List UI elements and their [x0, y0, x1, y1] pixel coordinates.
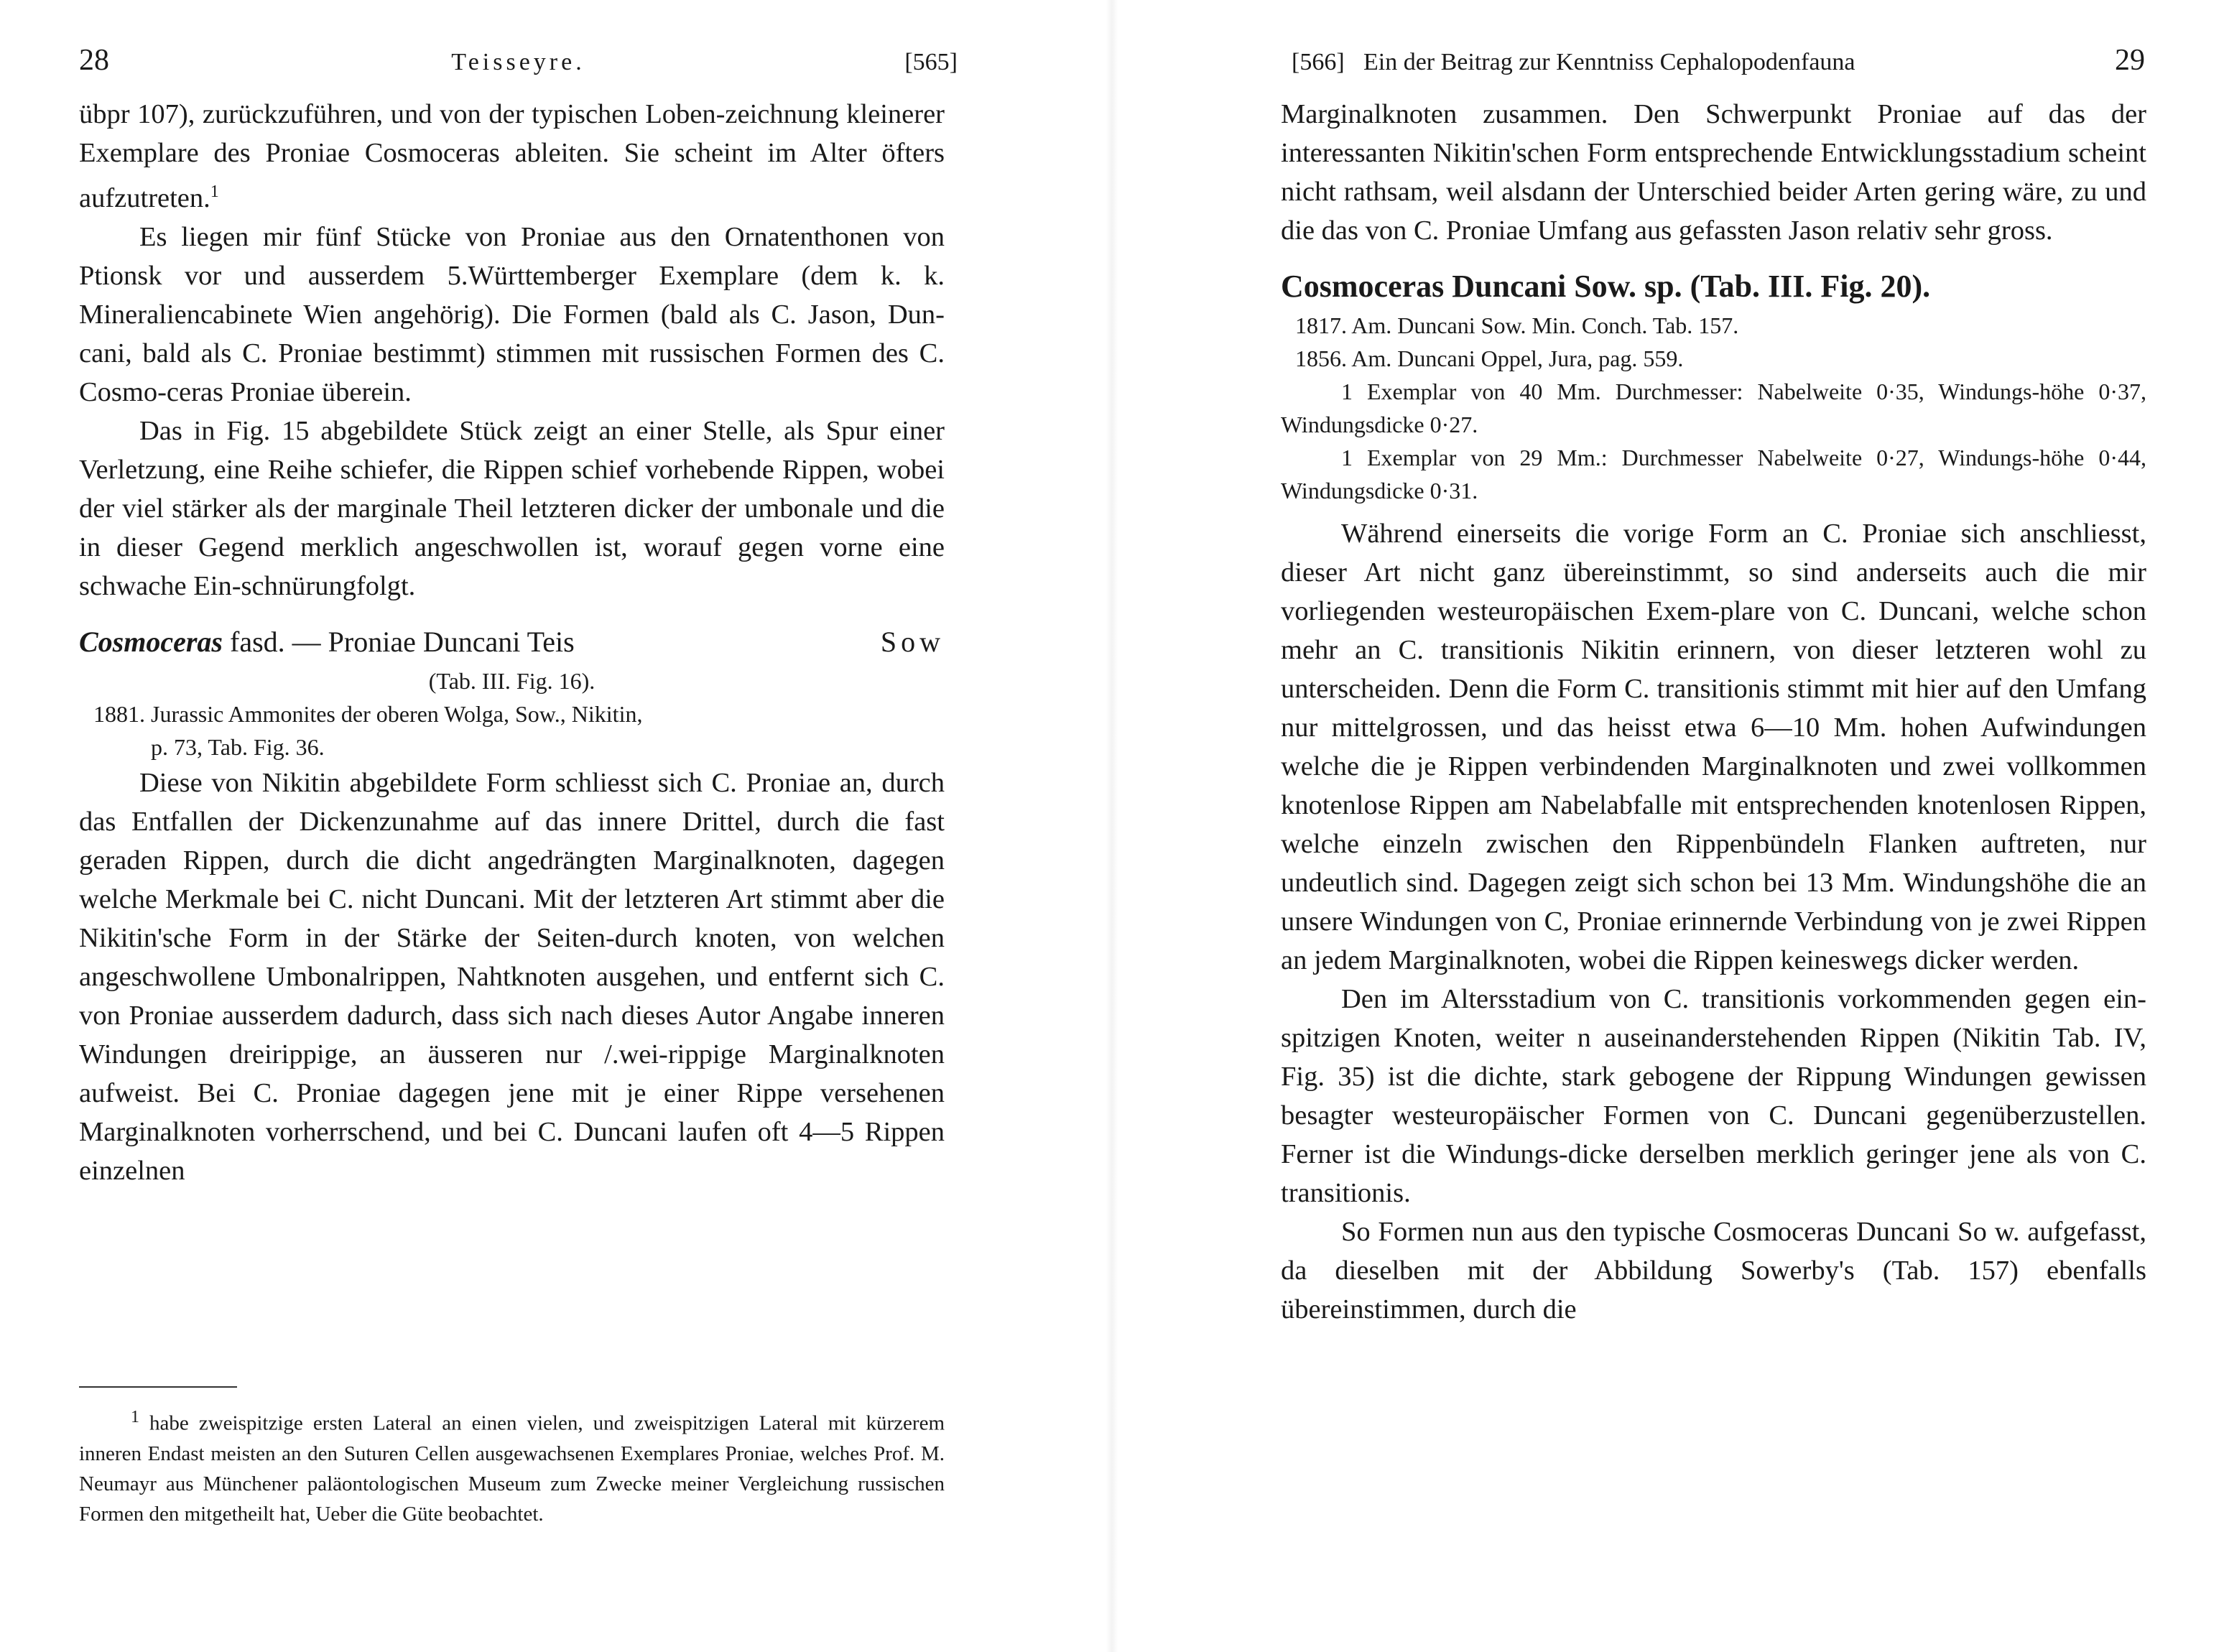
- species-heading: Cosmoceras Duncani Sow. sp. (Tab. III. Fig. 20).: [1281, 269, 1931, 304]
- measurement-entry: 1 Exemplar von 29 Mm.: Durchmesser Nabelweite 0·27, Windungs-höhe 0·44, Windungsdicke 0·31.: [1281, 445, 2146, 504]
- synonymy-entry: 1817. Am. Duncani Sow. Min. Conch. Tab. 157.: [1295, 312, 1739, 338]
- footnote-text: habe zweispitzige ersten Lateral an einen vielen, und zweispitzigen Lateral mit kürzerem inneren Endast meisten an den Suturen Cellen ausgewachsenen Exemplares Proniae, welches Prof. M. Neumayr aus Münchener paläontologischen Museum zum Zwecke meiner Vergleichung russischen Formen den mitgetheilt hat, Ueber die Güte beobachtet.: [79, 1411, 945, 1526]
- bracket-page-number: [566]: [1292, 49, 1345, 75]
- measurement-entry: 1 Exemplar von 40 Mm. Durchmesser: Nabelweite 0·35, Windungs-höhe 0·37, Windungsdicke 0·27.: [1281, 379, 2146, 437]
- right-page: [1112, 0, 2224, 1652]
- running-title: Teisseyre.: [451, 49, 585, 75]
- running-title: Ein der Beitrag zur Kenntniss Cephalopodenfauna: [1363, 49, 1855, 75]
- paragraph: Marginalknoten zusammen. Den Schwerpunkt Proniae auf das der interessanten Nikitin'schen Form entsprechende Entwicklungsstadium scheint nicht rathsam, weil alsdann der Unterschied beider Arten gering wäre, zu und die das von C. Proniae Umfang aus gefassten Jason relativ sehr gross.: [1281, 99, 2146, 246]
- footnote-marker: 1: [210, 182, 219, 201]
- paragraph: Den im Altersstadium von C. transitionis vorkommenden gegen ein-spitzigen Knoten, weiter n auseinanderstehenden Rippen (Nikitin Tab. IV, Fig. 35) ist die dichte, stark gebogene der Rippung Windungen gewissen besagter westeuropäischer Formen von C. Duncani gegenüberzustellen. Ferner ist die Windungs-dicke derselben merklich geringer jene als von C. transitionis.: [1281, 984, 2146, 1208]
- footnote-number: 1: [131, 1408, 139, 1426]
- paragraph: Diese von Nikitin abgebildete Form schliesst sich C. Proniae an, durch das Entfallen der Dickenzunahme auf das innere Drittel, durch die fast geraden Rippen, durch die dicht angedrängten Marginalknoten, dagegen welche Merkmale bei C. nicht Duncani. Mit der letzteren Art stimmt aber die Nikitin'sche Form in der Stärke der Seiten-durch knoten, von welchen angeschwollene Umbonalrippen, Nahtknoten ausgehen, und entfernt sich C. von Proniae ausserdem dadurch, dass sich nach dieses Autor Angabe inneren Windungen dreirippige, an äusseren nur /.wei-rippige Marginalknoten aufweist. Bei C. Proniae dagegen jene mit je einer Rippe versehenen Marginalknoten vorherrschend, und bei C. Duncani laufen oft 4—5 Rippen einzelnen: [79, 767, 945, 1186]
- page-header: [79, 43, 958, 86]
- species-name: fasd. — Proniae Duncani Teis: [230, 625, 575, 658]
- page-number: 29: [2115, 44, 2145, 77]
- bracket-page-number: [565]: [904, 49, 958, 75]
- paragraph: Während einerseits die vorige Form an C. Proniae sich anschliesst, dieser Art nicht ganz übereinstimmt, so sind anderseits auch die mir vorliegenden westeuropäischen Exem-plare von C. Duncani, welche schon mehr an C. transitionis Nikitin erinnern, von dieser letzteren wohl zu unterscheiden. Denn die Form C. transitionis stimmt mit hier auf den Umfang nur mittelgrossen, und das heisst etwa 6—10 Mm. hohen Aufwindungen welche die je Rippen verbindenden Marginalknoten und zwei vollkommen knotenlose Rippen am Nabelabfalle mit entsprechenden knotenlosen Rippen, welche einzeln zwischen den Rippenbündeln Flanken auftreten, nur undeutlich sind. Dagegen zeigt sich schon bei 13 Mm. Windungshöhe die an unsere Windungen von C, Proniae erinnernde Verbindung von je zwei Rippen an jedem Marginalknoten, wobei die Rippen keineswegs dicker werden.: [1281, 519, 2146, 975]
- paragraph: Das in Fig. 15 abgebildete Stück zeigt an einer Stelle, als Spur einer Verletzung, eine Reihe schiefer, die Rippen schief vorhebende Rippen, wobei der viel stärker als der marginale Theil letzteren dicker der umbonale und die in dieser Gegend merklich angeschwollen ist, worauf gegen vorne eine schwache Ein-schnürungfolgt.: [79, 415, 945, 601]
- synonymy-entry: p. 73, Tab. Fig. 36.: [151, 733, 325, 760]
- species-section: [1281, 266, 2146, 1329]
- species-author: Sow: [880, 625, 945, 658]
- genus-name: Cosmoceras: [79, 625, 223, 658]
- page-number: 28: [79, 44, 109, 77]
- footnote: [79, 1402, 945, 1529]
- page-body: [1281, 95, 2146, 1329]
- footnotes: [79, 1386, 945, 1529]
- page-header: [1292, 43, 2145, 86]
- synonymy-entry: 1856. Am. Duncani Oppel, Jura, pag. 559.: [1295, 345, 1684, 371]
- species-section: [79, 621, 945, 1190]
- paragraph: Es liegen mir fünf Stücke von Proniae aus den Ornatenthonen von Ptionsk vor und ausserdem 5.Württemberger Exemplare (dem k. k. Mineraliencabinete Wien angehörig). Die Formen (bald als C. Jason, Dun-cani, bald als C. Proniae bestimmt) stimmen mit russischen Formen des C. Cosmo-ceras Proniae überein.: [79, 221, 945, 407]
- paragraph: So Formen nun aus den typische Cosmoceras Duncani So w. aufgefasst, da dieselben mit der Abbildung Sowerby's (Tab. 157) ebenfalls übereinstimmen, durch die: [1281, 1217, 2146, 1324]
- species-heading: [79, 621, 945, 663]
- figure-reference: (Tab. III. Fig. 16).: [428, 667, 596, 694]
- paragraph: übpr 107), zurückzuführen, und von der typischen Loben-zeichnung kleinerer Exemplare des Proniae Cosmoceras ableiten. Sie scheint im Alter öfters aufzutreten.$^1$: [79, 99, 945, 213]
- footnote-rule: [79, 1386, 237, 1388]
- synonymy-entry: 1881. Jurassic Ammonites der oberen Wolga, Sow., Nikitin,: [93, 700, 643, 727]
- page-body: [79, 95, 945, 1190]
